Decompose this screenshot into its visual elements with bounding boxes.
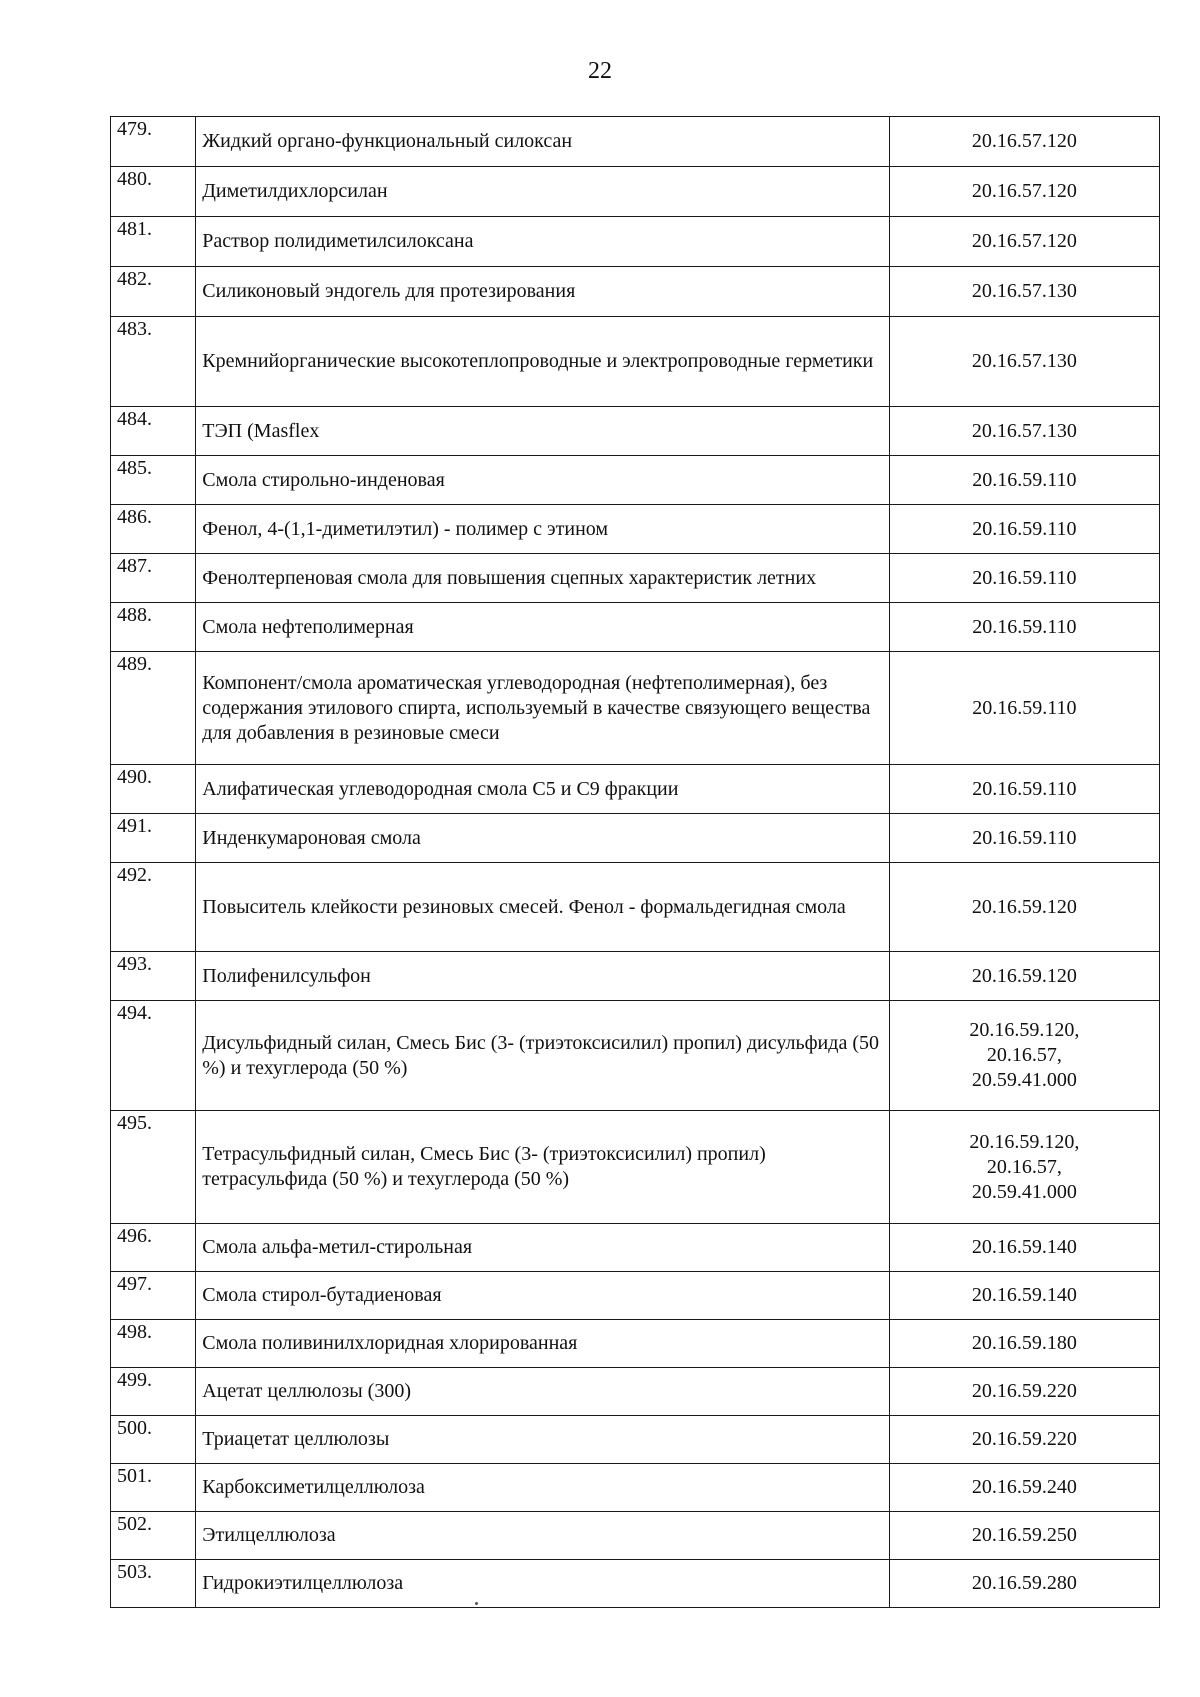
table-row <box>111 1111 1160 1224</box>
substance-name: Алифатическая углеводородная смола C5 и C9 фракции <box>196 765 890 814</box>
row-number: 488. <box>111 603 196 652</box>
row-number: 502. <box>111 1512 196 1560</box>
table-row <box>111 407 1160 456</box>
okpd-code: 20.16.59.110 <box>889 505 1159 554</box>
okpd-code: 20.16.59.180 <box>889 1320 1159 1368</box>
substance-name: Смола нефтеполимерная <box>196 603 890 652</box>
okpd-code: 20.16.57.120 <box>889 117 1159 167</box>
table-row <box>111 814 1160 863</box>
table-row <box>111 652 1160 765</box>
row-number: 479. <box>111 117 196 167</box>
substance-name: Раствор полидиметилсилоксана <box>196 217 890 267</box>
substance-name: Смола стирольно-инденовая <box>196 456 890 505</box>
row-number: 490. <box>111 765 196 814</box>
substance-name: Кремнийорганические высокотеплопроводные и электропроводные герметики <box>196 317 890 407</box>
table-row <box>111 603 1160 652</box>
scan-speck <box>475 1602 478 1605</box>
substance-name: Фенолтерпеновая смола для повышения сцепных характеристик летних <box>196 554 890 603</box>
substance-name: Диметилдихлорсилан <box>196 167 890 217</box>
okpd-code: 20.16.59.240 <box>889 1464 1159 1512</box>
row-number: 480. <box>111 167 196 217</box>
okpd-code: 20.16.59.220 <box>889 1416 1159 1464</box>
row-number: 496. <box>111 1224 196 1272</box>
table-row <box>111 505 1160 554</box>
row-number: 497. <box>111 1272 196 1320</box>
substance-name: Карбоксиметилцеллюлоза <box>196 1464 890 1512</box>
table-row <box>111 317 1160 407</box>
table-row <box>111 554 1160 603</box>
row-number: 486. <box>111 505 196 554</box>
row-number: 501. <box>111 1464 196 1512</box>
row-number: 498. <box>111 1320 196 1368</box>
substance-name: ТЭП (Masflex <box>196 407 890 456</box>
okpd-code: 20.16.59.120 <box>889 952 1159 1001</box>
table-row <box>111 952 1160 1001</box>
okpd-code: 20.16.59.110 <box>889 456 1159 505</box>
table-row <box>111 1464 1160 1512</box>
substance-name: Фенол, 4-(1,1-диметилэтил) - полимер с этином <box>196 505 890 554</box>
row-number: 499. <box>111 1368 196 1416</box>
substance-name: Смола стирол-бутадиеновая <box>196 1272 890 1320</box>
table-row <box>111 1368 1160 1416</box>
row-number: 500. <box>111 1416 196 1464</box>
table-row <box>111 456 1160 505</box>
row-number: 482. <box>111 267 196 317</box>
okpd-code: 20.16.57.120 <box>889 217 1159 267</box>
okpd-code: 20.16.57.120 <box>889 167 1159 217</box>
row-number: 481. <box>111 217 196 267</box>
substances-table <box>110 116 1160 1608</box>
row-number: 493. <box>111 952 196 1001</box>
okpd-code: 20.16.57.130 <box>889 267 1159 317</box>
substance-name: Смола поливинилхлоридная хлорированная <box>196 1320 890 1368</box>
row-number: 489. <box>111 652 196 765</box>
table-row <box>111 1224 1160 1272</box>
okpd-code: 20.16.59.250 <box>889 1512 1159 1560</box>
okpd-code: 20.16.59.110 <box>889 652 1159 765</box>
okpd-code: 20.16.57.130 <box>889 317 1159 407</box>
table-row <box>111 863 1160 952</box>
table-row <box>111 1272 1160 1320</box>
table-row <box>111 167 1160 217</box>
substance-name: Инденкумароновая смола <box>196 814 890 863</box>
table-row <box>111 267 1160 317</box>
table-row <box>111 1560 1160 1608</box>
row-number: 491. <box>111 814 196 863</box>
table-row <box>111 117 1160 167</box>
table-row <box>111 1416 1160 1464</box>
table-row <box>111 1001 1160 1111</box>
table-row <box>111 217 1160 267</box>
substance-name: Гидрокиэтилцеллюлоза <box>196 1560 890 1608</box>
okpd-code: 20.16.59.220 <box>889 1368 1159 1416</box>
substance-name: Жидкий органо-функциональный силоксан <box>196 117 890 167</box>
okpd-code: 20.16.59.110 <box>889 603 1159 652</box>
substance-name: Компонент/смола ароматическая углеводородная (нефтеполимерная), без содержания этилового спирта, используемый в качестве связующего вещества для добавления в резиновые смеси <box>196 652 890 765</box>
page-number: 22 <box>588 58 612 84</box>
row-number: 492. <box>111 863 196 952</box>
okpd-code: 20.16.59.110 <box>889 814 1159 863</box>
row-number: 487. <box>111 554 196 603</box>
substance-name: Смола альфа-метил-стирольная <box>196 1224 890 1272</box>
okpd-code: 20.16.59.280 <box>889 1560 1159 1608</box>
okpd-code: 20.16.59.110 <box>889 554 1159 603</box>
table-row <box>111 1320 1160 1368</box>
substance-name: Дисульфидный силан, Смесь Бис (3- (триэтоксисилил) пропил) дисульфида (50 %) и техуглерода (50 %) <box>196 1001 890 1111</box>
row-number: 484. <box>111 407 196 456</box>
okpd-code: 20.16.59.140 <box>889 1224 1159 1272</box>
okpd-code: 20.16.59.140 <box>889 1272 1159 1320</box>
table-row <box>111 765 1160 814</box>
substance-name: Триацетат целлюлозы <box>196 1416 890 1464</box>
okpd-code: 20.16.59.120, 20.16.57, 20.59.41.000 <box>889 1111 1159 1224</box>
okpd-code: 20.16.59.120, 20.16.57, 20.59.41.000 <box>889 1001 1159 1111</box>
row-number: 503. <box>111 1560 196 1608</box>
substance-name: Этилцеллюлоза <box>196 1512 890 1560</box>
row-number: 485. <box>111 456 196 505</box>
okpd-code: 20.16.59.110 <box>889 765 1159 814</box>
row-number: 495. <box>111 1111 196 1224</box>
substance-name: Ацетат целлюлозы (300) <box>196 1368 890 1416</box>
okpd-code: 20.16.57.130 <box>889 407 1159 456</box>
row-number: 483. <box>111 317 196 407</box>
okpd-code: 20.16.59.120 <box>889 863 1159 952</box>
table-row <box>111 1512 1160 1560</box>
substance-name: Силиконовый эндогель для протезирования <box>196 267 890 317</box>
row-number: 494. <box>111 1001 196 1111</box>
substance-name: Полифенилсульфон <box>196 952 890 1001</box>
substance-name: Повыситель клейкости резиновых смесей. Фенол - формальдегидная смола <box>196 863 890 952</box>
substance-name: Тетрасульфидный силан, Смесь Бис (3- (триэтоксисилил) пропил) тетрасульфида (50 %) и техуглерода (50 %) <box>196 1111 890 1224</box>
